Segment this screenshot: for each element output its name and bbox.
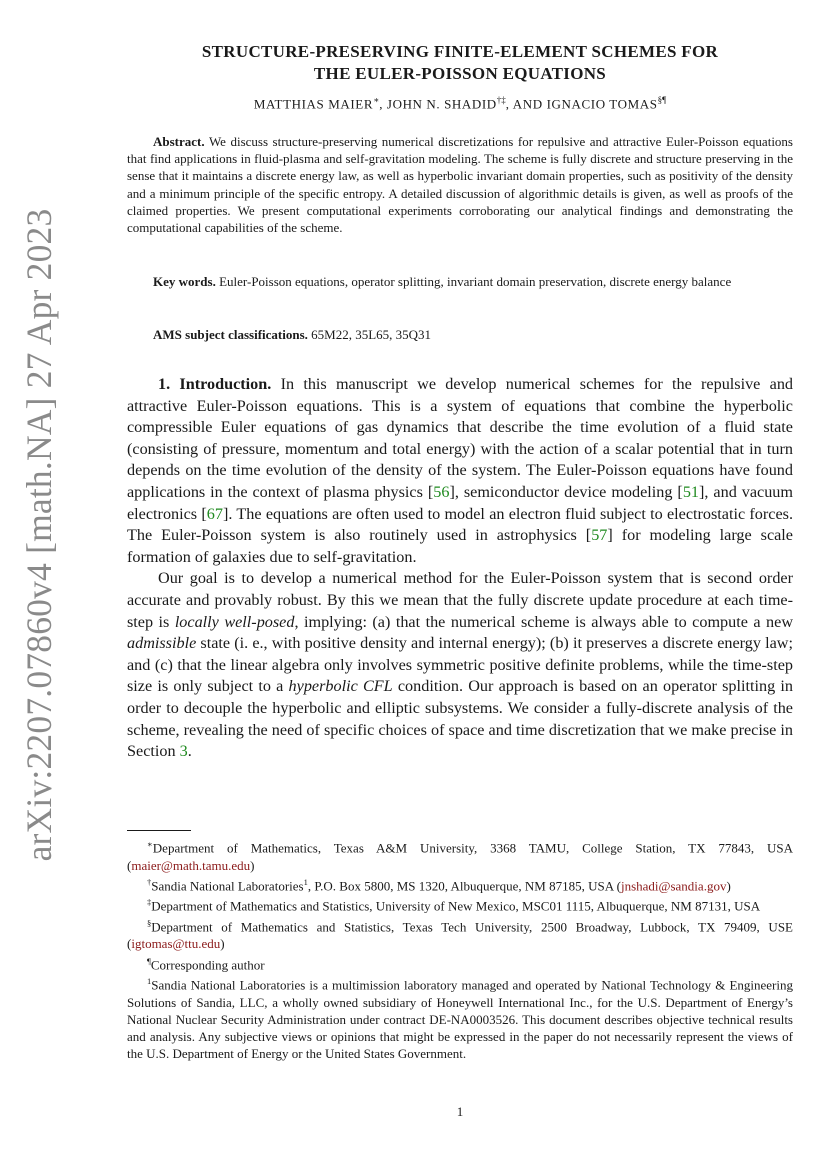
intro-text: ] for modeling large scale formation of galaxies due to self-gravitation. <box>127 526 793 566</box>
title-line-1: STRUCTURE-PRESERVING FINITE-ELEMENT SCHEMES FOR <box>201 42 719 61</box>
intro-paragraph-2 <box>127 568 793 762</box>
footnote-tomas <box>127 915 793 953</box>
title-line-2: THE EULER-POISSON EQUATIONS <box>313 64 607 83</box>
keywords-label: Key words. <box>153 274 216 289</box>
intro-text: ], semiconductor device modeling [ <box>449 482 683 501</box>
intro-text: , implying: (a) that the numerical scheme is always able to compute a new <box>294 612 794 631</box>
footnote-text: , P.O. Box 5800, MS 1320, Albuquerque, NM 87185, USA ( <box>307 878 621 894</box>
intro-text: ], and vacuum electronics [ <box>127 482 793 523</box>
abstract <box>127 133 793 236</box>
email-link[interactable]: igtomas@ttu.edu <box>131 936 221 952</box>
emphasis-text: locally well-posed <box>174 612 295 631</box>
author-shadid: JOHN N. SHADID <box>386 96 497 112</box>
footnote-mark: ‡ <box>147 897 152 908</box>
intro-text: condition. Our approach is based on an operator splitting in order to decouple the hyperbolic and elliptic subsystems. We consider a fully-discrete analysis of the scheme, revealing the need of specific choices of space and time discretization that we make precise in Section <box>127 677 793 761</box>
author-list <box>127 95 793 112</box>
footnote-shadid <box>127 874 793 895</box>
section-reference-link[interactable]: 3 <box>179 742 188 761</box>
author-tomas-marks: §¶ <box>657 95 667 105</box>
footnote-text: ) <box>726 878 731 894</box>
arxiv-stamp <box>14 195 64 875</box>
emphasis-text: admissible <box>127 634 197 653</box>
abstract-text: We discuss structure-preserving numerical discretizations for repulsive and attractive Euler-Poisson equations that find applications in fluid-plasma and self-gravitation modeling. The scheme is fully discrete and structure preserving in the sense that it maintains a discrete energy law, as well as hyperbolic invariant domain properties, such as positivity of the density and a minimum principle of the specific entropy. A detailed discussion of algorithmic details is given, as well as proofs of the claimed properties. We present computational experiments corroborating our analytical findings and demonstrating the computational capabilities of the scheme. <box>127 134 793 236</box>
introduction-section <box>127 374 793 763</box>
email-link[interactable]: maier@math.tamu.edu <box>131 857 251 873</box>
footnote-rule <box>127 830 191 831</box>
footnote-mark: ∗ <box>147 839 153 849</box>
section-heading: 1. Introduction. <box>158 375 272 393</box>
ams-text: 65M22, 35L65, 35Q31 <box>311 327 432 342</box>
footnote-sandia <box>127 973 793 1062</box>
intro-paragraph-1 <box>127 374 793 568</box>
author-tomas: IGNACIO TOMAS <box>546 96 658 112</box>
intro-text: In this manuscript we develop numerical schemes for the repulsive and attractive Euler-Poisson equations. This is a system of equations that combine the hyperbolic compressible Euler equations of gas dynamics that describe the time evolution of a fluid state (consisting of pressure, momentum and total energy) with the action of a scalar potential that in turn depends on the time evolution of the density of the system. The Euler-Poisson equations have found applications in the context of plasma physics [ <box>127 375 794 501</box>
footnote-text: Department of Mathematics and Statistics, University of New Mexico, MSC01 1115, Albuquerque, NM 87131, USA <box>151 898 761 914</box>
citation-link[interactable]: 57 <box>591 526 608 545</box>
author-maier-marks: ∗ <box>373 95 380 105</box>
arxiv-stamp-text: arXiv:2207.07860v4 [math.NA] 27 Apr 2023 <box>19 208 59 862</box>
intro-text: . <box>187 742 192 761</box>
footnote-text: Department of Mathematics and Statistics, Texas Tech University, 2500 Broadway, Lubbock, TX 79409, USE ( <box>127 919 793 952</box>
footnotes <box>127 836 793 1062</box>
email-link[interactable]: jnshadi@sandia.gov <box>620 878 727 894</box>
footnote-corresponding <box>127 953 793 974</box>
footnote-mark: † <box>147 876 152 887</box>
footnote-unm <box>127 894 793 915</box>
author-separator: , AND <box>505 96 547 112</box>
intro-text: ]. The equations are often used to model an electron fluid subject to electrostatic forces. The Euler-Poisson system is also routinely used in astrophysics [ <box>127 504 794 545</box>
intro-text: Our goal is to develop a numerical method for the Euler-Poisson system that is second order accurate and provably robust. By this we mean that the fully discrete update procedure at each time-step is <box>127 569 793 631</box>
footnote-ref-mark: 1 <box>303 876 308 887</box>
footnote-text: ) <box>220 936 225 952</box>
footnote-text: Sandia National Laboratories <box>151 878 304 894</box>
footnote-mark: 1 <box>147 976 152 987</box>
author-separator: , <box>379 96 387 112</box>
paper-title <box>127 41 793 85</box>
ams-classifications <box>127 326 793 343</box>
footnote-text: ) <box>250 857 255 873</box>
intro-text: state (i. e., with positive density and internal energy); (b) it preserves a discrete energy law; and (c) that the linear algebra only involves symmetric positive definite problems, while the time-step size is only subject to a <box>127 634 793 696</box>
ams-label: AMS subject classifications. <box>153 327 308 342</box>
footnote-maier <box>127 836 793 874</box>
abstract-label: Abstract. <box>153 134 205 149</box>
author-shadid-marks: †‡ <box>496 95 506 105</box>
footnote-text: Department of Mathematics, Texas A&M University, 3368 TAMU, College Station, TX 77843, USA ( <box>127 840 793 873</box>
footnote-text: Corresponding author <box>150 956 265 972</box>
citation-link[interactable]: 51 <box>682 482 700 501</box>
keywords <box>127 273 793 290</box>
citation-link[interactable]: 56 <box>433 482 450 501</box>
page-number: 1 <box>456 1104 464 1119</box>
emphasis-text: hyperbolic CFL <box>288 677 393 696</box>
citation-link[interactable]: 67 <box>206 504 223 523</box>
author-maier: MATTHIAS MAIER <box>253 96 374 112</box>
footnote-text: Sandia National Laboratories is a multimission laboratory managed and operated by National Technology & Engineering Solutions of Sandia, LLC, a wholly owned subsidiary of Honeywell International Inc., for the U.S. Department of Energy’s National Nuclear Security Administration under contract DE-NA0003526. This document describes objective technical results and analysis. Any subjective views or opinions that might be expressed in the paper do not necessarily represent the views of the U.S. Department of Energy or the United States Government. <box>127 977 793 1062</box>
footnote-mark: § <box>147 917 152 928</box>
keywords-text: Euler-Poisson equations, operator splitting, invariant domain preservation, discrete energy balance <box>219 274 732 289</box>
footnote-mark: ¶ <box>147 955 151 966</box>
